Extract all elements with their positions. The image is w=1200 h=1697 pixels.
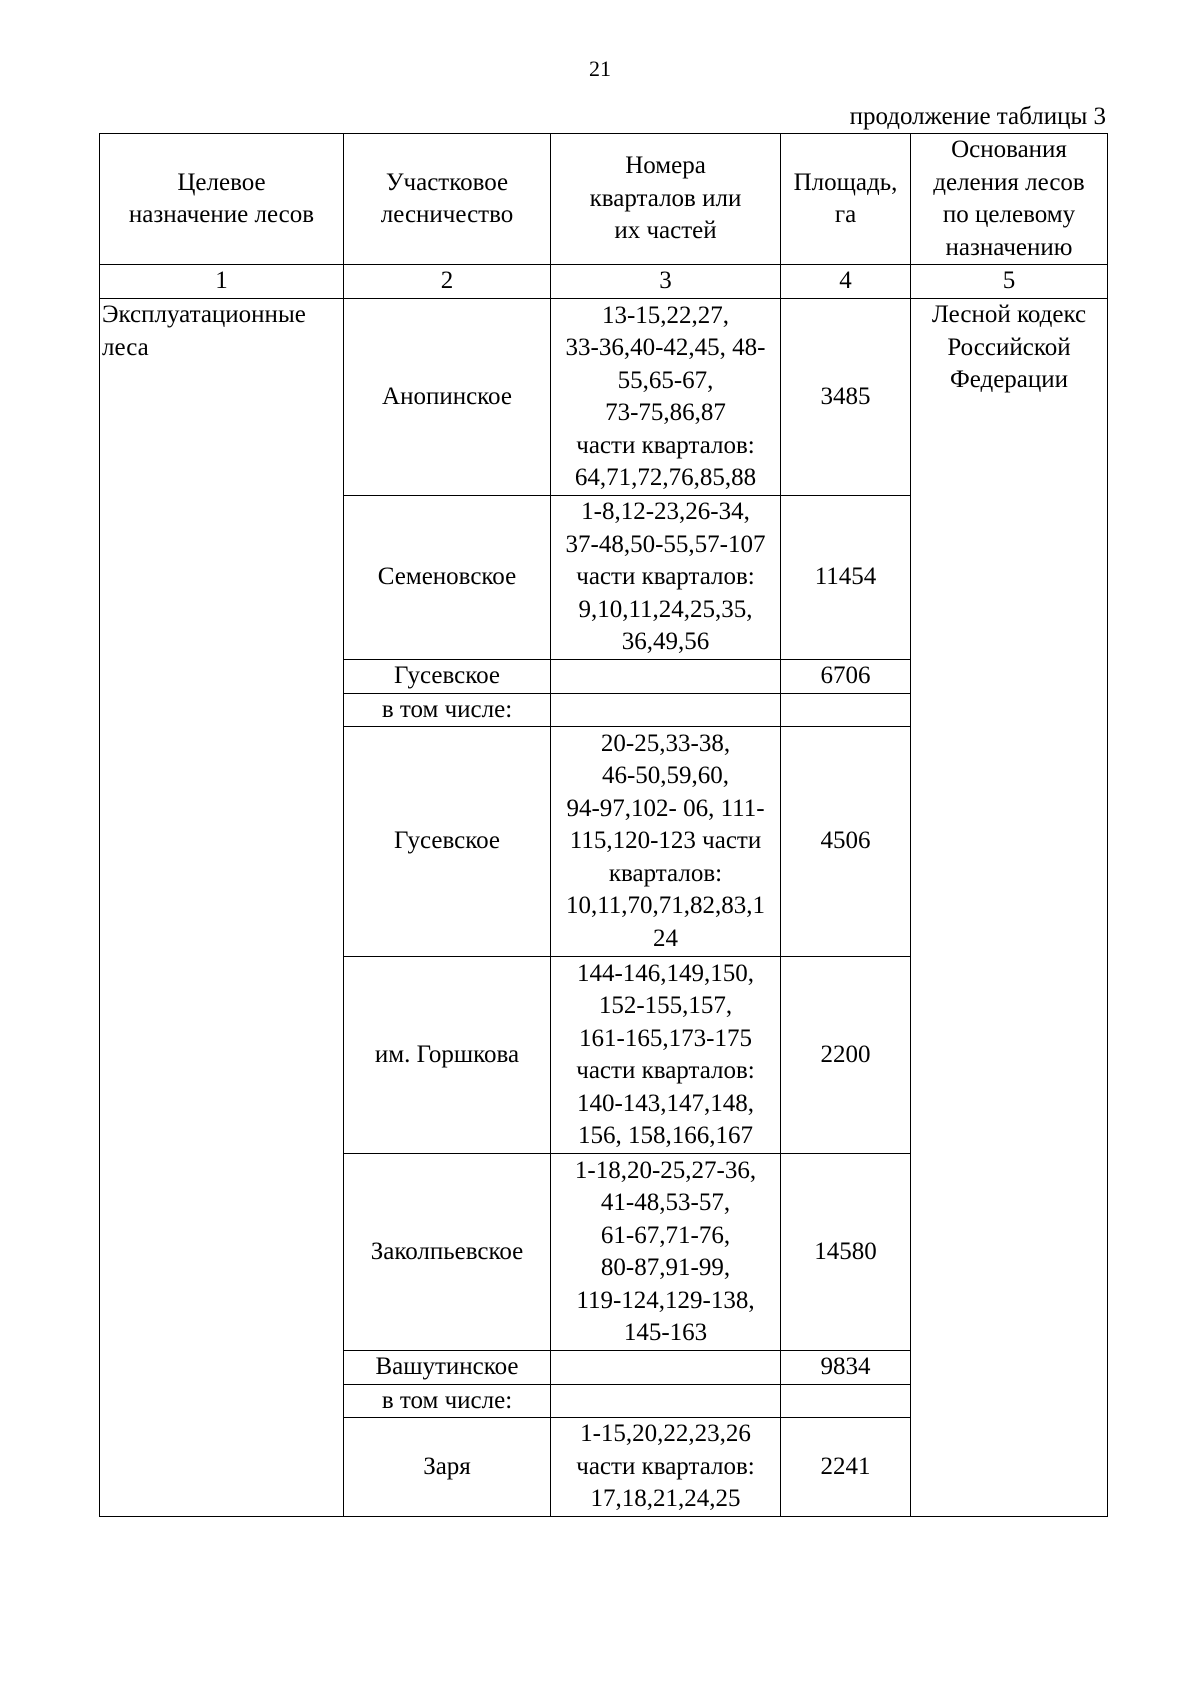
- quarters-cell: [551, 660, 781, 694]
- area-cell: 4506: [781, 727, 911, 957]
- purpose-cell: Эксплуатационные леса: [100, 299, 344, 1517]
- column-number: 1: [100, 265, 344, 299]
- forestry-cell: Вашутинское: [344, 1351, 551, 1385]
- quarters-cell: [551, 693, 781, 727]
- quarters-cell: 1-15,20,22,23,26 части кварталов: 17,18,21,24,25: [551, 1418, 781, 1517]
- forestry-cell: Гусевское: [344, 660, 551, 694]
- header-quarters: Номера кварталов или их частей: [551, 134, 781, 265]
- forestry-cell: в том числе:: [344, 693, 551, 727]
- forestry-cell: Заколпьевское: [344, 1154, 551, 1351]
- column-number: 5: [911, 265, 1108, 299]
- quarters-cell: 20-25,33-38, 46-50,59,60, 94-97,102- 06, 111- 115,120-123 части кварталов: 10,11,70,71,82,83,1 24: [551, 727, 781, 957]
- quarters-cell: 1-8,12-23,26-34, 37-48,50-55,57-107 части кварталов: 9,10,11,24,25,35, 36,49,56: [551, 496, 781, 660]
- header-forestry: Участковое лесничество: [344, 134, 551, 265]
- forest-purpose-table: [99, 133, 1108, 1517]
- area-cell: 14580: [781, 1154, 911, 1351]
- header-basis: Основания деления лесов по целевому назначению: [911, 134, 1108, 265]
- page-number: 21: [589, 56, 611, 81]
- table-row: [100, 299, 1108, 496]
- quarters-cell: 1-18,20-25,27-36, 41-48,53-57, 61-67,71-76, 80-87,91-99, 119-124,129-138, 145-163: [551, 1154, 781, 1351]
- quarters-cell: 13-15,22,27, 33-36,40-42,45, 48- 55,65-67, 73-75,86,87 части кварталов: 64,71,72,76,85,88: [551, 299, 781, 496]
- header-purpose: Целевое назначение лесов: [100, 134, 344, 265]
- forestry-cell: им. Горшкова: [344, 957, 551, 1154]
- table-continuation-label: продолжение таблицы 3: [849, 103, 1106, 130]
- column-number-row: [100, 265, 1108, 299]
- basis-cell: Лесной кодекс Российской Федерации: [911, 299, 1108, 1517]
- quarters-cell: [551, 1351, 781, 1385]
- table-header-row: [100, 134, 1108, 265]
- quarters-cell: [551, 1384, 781, 1418]
- column-number: 3: [551, 265, 781, 299]
- forestry-cell: в том числе:: [344, 1384, 551, 1418]
- area-cell: 3485: [781, 299, 911, 496]
- area-cell: 11454: [781, 496, 911, 660]
- column-number: 2: [344, 265, 551, 299]
- area-cell: 2200: [781, 957, 911, 1154]
- forestry-cell: Семеновское: [344, 496, 551, 660]
- area-cell: 9834: [781, 1351, 911, 1385]
- forestry-cell: Анопинское: [344, 299, 551, 496]
- area-cell: 6706: [781, 660, 911, 694]
- forestry-cell: Заря: [344, 1418, 551, 1517]
- area-cell: [781, 693, 911, 727]
- header-area: Площадь, га: [781, 134, 911, 265]
- column-number: 4: [781, 265, 911, 299]
- quarters-cell: 144-146,149,150, 152-155,157, 161-165,173-175 части кварталов: 140-143,147,148, 156, 158,166,167: [551, 957, 781, 1154]
- forestry-cell: Гусевское: [344, 727, 551, 957]
- area-cell: [781, 1384, 911, 1418]
- area-cell: 2241: [781, 1418, 911, 1517]
